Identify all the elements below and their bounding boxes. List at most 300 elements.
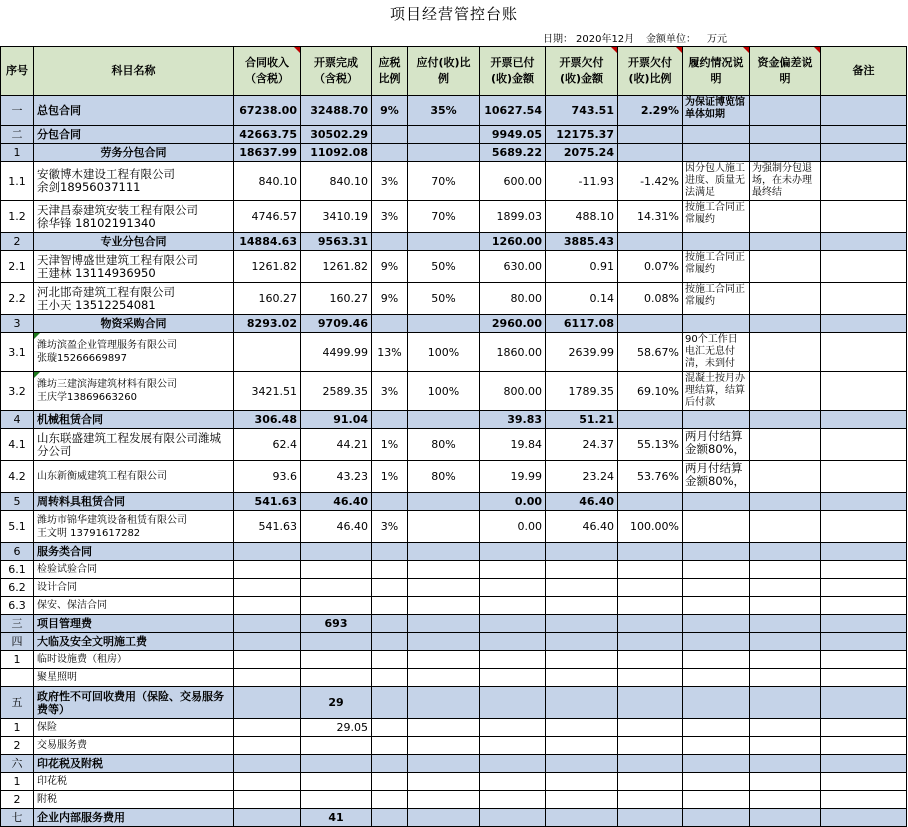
cell-paid: 39.83 <box>480 411 546 429</box>
table-row <box>1 126 907 144</box>
cell-idx: 4.1 <box>1 429 34 461</box>
contact-info: 余剑18956037111 <box>37 180 141 194</box>
cell-dev <box>750 579 821 597</box>
cell-dev <box>750 719 821 737</box>
cell-unpaid-ratio: 55.13% <box>618 429 683 461</box>
table-row <box>1 791 907 809</box>
cell-income <box>234 719 301 737</box>
cell-name: 服务类合同 <box>34 543 234 561</box>
cell-idx: 6.3 <box>1 597 34 615</box>
cell-unpaid-ratio: 2.29% <box>618 96 683 126</box>
cell-tax <box>372 493 408 511</box>
cell-perf: 按施工合同正常履约 <box>683 201 750 233</box>
cell-name: 大临及安全文明施工费 <box>34 633 234 651</box>
cell-dev <box>750 333 821 372</box>
cell-invoiced: 29 <box>301 687 372 719</box>
cell-idx <box>1 669 34 687</box>
header-cell: 科目名称 <box>34 47 234 96</box>
cell-income: 67238.00 <box>234 96 301 126</box>
cell-unpaid-ratio <box>618 669 683 687</box>
cell-idx: 4.2 <box>1 461 34 493</box>
cell-income: 18637.99 <box>234 144 301 162</box>
cell-ratio <box>408 543 480 561</box>
cell-remark <box>821 333 907 372</box>
cell-ratio <box>408 773 480 791</box>
cell-invoiced: 46.40 <box>301 493 372 511</box>
cell-ratio: 100% <box>408 333 480 372</box>
cell-idx: 三 <box>1 615 34 633</box>
cell-remark <box>821 773 907 791</box>
cell-dev <box>750 429 821 461</box>
cell-unpaid-ratio: 0.07% <box>618 251 683 283</box>
cell-ratio <box>408 737 480 755</box>
cell-perf <box>683 651 750 669</box>
cell-unpaid-ratio <box>618 543 683 561</box>
cell-name: 附税 <box>34 791 234 809</box>
cell-ratio <box>408 411 480 429</box>
cell-ratio <box>408 597 480 615</box>
cell-idx: 3.1 <box>1 333 34 372</box>
cell-dev <box>750 126 821 144</box>
cell-idx: 一 <box>1 96 34 126</box>
header-cell: 履约情况说明 <box>683 47 750 96</box>
cell-ratio <box>408 579 480 597</box>
cell-dev <box>750 615 821 633</box>
table-row <box>1 96 907 126</box>
cell-remark <box>821 615 907 633</box>
cell-name: 设计合同 <box>34 579 234 597</box>
date-label: 日期： <box>543 34 573 45</box>
cell-name: 政府性不可回收费用（保险、交易服务费等） <box>34 687 234 719</box>
cell-invoiced: 9709.46 <box>301 315 372 333</box>
cell-unpaid <box>546 737 618 755</box>
cell-name: 印花税及附税 <box>34 755 234 773</box>
cell-ratio <box>408 669 480 687</box>
cell-idx: 5 <box>1 493 34 511</box>
cell-income <box>234 687 301 719</box>
cell-idx: 6.1 <box>1 561 34 579</box>
cell-unpaid-ratio: -1.42% <box>618 162 683 201</box>
cell-income <box>234 597 301 615</box>
cell-perf <box>683 633 750 651</box>
cell-paid <box>480 669 546 687</box>
cell-name <box>34 201 234 233</box>
cell-invoiced <box>301 561 372 579</box>
ledger-title: 项目经营管控台账 <box>389 5 518 23</box>
cell-invoiced: 1261.82 <box>301 251 372 283</box>
cell-idx: 6 <box>1 543 34 561</box>
table-row <box>1 773 907 791</box>
cell-remark <box>821 461 907 493</box>
cell-invoiced <box>301 633 372 651</box>
table-row <box>1 651 907 669</box>
cell-idx: 2.2 <box>1 283 34 315</box>
cell-name: 保险 <box>34 719 234 737</box>
table-row <box>1 633 907 651</box>
cell-invoiced: 3410.19 <box>301 201 372 233</box>
cell-remark <box>821 372 907 411</box>
table-row <box>1 669 907 687</box>
cell-invoiced <box>301 597 372 615</box>
cell-income: 160.27 <box>234 283 301 315</box>
cell-tax <box>372 561 408 579</box>
cell-perf: 因分包人施工进度、质量无法满足 <box>683 162 750 201</box>
cell-name: 保安、保洁合同 <box>34 597 234 615</box>
table-row <box>1 597 907 615</box>
cell-invoiced: 30502.29 <box>301 126 372 144</box>
cell-ratio <box>408 144 480 162</box>
cell-paid <box>480 561 546 579</box>
cell-perf <box>683 315 750 333</box>
cell-invoiced: 11092.08 <box>301 144 372 162</box>
cell-dev <box>750 543 821 561</box>
cell-unpaid <box>546 809 618 827</box>
contact-info: 王建林 13114936950 <box>37 265 156 280</box>
cell-perf <box>683 773 750 791</box>
cell-ratio <box>408 615 480 633</box>
company-name: 安徽博木建设工程有限公司 <box>37 167 175 181</box>
table-row <box>1 233 907 251</box>
cell-remark <box>821 233 907 251</box>
table-row <box>1 251 907 283</box>
cell-paid: 19.84 <box>480 429 546 461</box>
cell-dev <box>750 511 821 543</box>
cell-remark <box>821 791 907 809</box>
header-cell: 开票完成（含税） <box>301 47 372 96</box>
cell-idx: 3.2 <box>1 372 34 411</box>
cell-dev: 为强制分包退场，在未办理最终结 <box>750 162 821 201</box>
table-row <box>1 511 907 543</box>
cell-income: 306.48 <box>234 411 301 429</box>
table-row <box>1 461 907 493</box>
cell-paid <box>480 791 546 809</box>
cell-dev <box>750 233 821 251</box>
cell-perf <box>683 493 750 511</box>
date-value: 2020年12月 <box>576 34 635 45</box>
cell-ratio: 80% <box>408 461 480 493</box>
cell-remark <box>821 493 907 511</box>
header-cell: 开票已付(收)金额 <box>480 47 546 96</box>
cell-paid: 630.00 <box>480 251 546 283</box>
cell-idx: 1.2 <box>1 201 34 233</box>
company-name: 潍坊市锦华建筑设备租赁有限公司 <box>37 514 187 526</box>
cell-tax <box>372 687 408 719</box>
cell-unpaid-ratio <box>618 126 683 144</box>
cell-paid: 0.00 <box>480 511 546 543</box>
cell-tax <box>372 411 408 429</box>
cell-unpaid-ratio <box>618 633 683 651</box>
cell-invoiced: 29.05 <box>301 719 372 737</box>
cell-unpaid: 23.24 <box>546 461 618 493</box>
cell-name: 检验试验合同 <box>34 561 234 579</box>
cell-idx: 1 <box>1 651 34 669</box>
cell-income <box>234 669 301 687</box>
cell-perf <box>683 809 750 827</box>
cell-idx: 七 <box>1 809 34 827</box>
cell-name <box>34 283 234 315</box>
cell-tax <box>372 719 408 737</box>
cell-name: 印花税 <box>34 773 234 791</box>
cell-remark <box>821 251 907 283</box>
cell-paid: 80.00 <box>480 283 546 315</box>
cell-remark <box>821 162 907 201</box>
cell-idx: 3 <box>1 315 34 333</box>
cell-unpaid: 3885.43 <box>546 233 618 251</box>
cell-idx: 2 <box>1 737 34 755</box>
cell-income <box>234 791 301 809</box>
cell-invoiced <box>301 651 372 669</box>
cell-name: 劳务分包合同 <box>34 144 234 162</box>
cell-perf <box>683 615 750 633</box>
contact-info: 王庆学13869663260 <box>37 392 137 403</box>
cell-unpaid <box>546 669 618 687</box>
cell-paid <box>480 615 546 633</box>
cell-tax: 13% <box>372 333 408 372</box>
cell-tax: 3% <box>372 162 408 201</box>
cell-dev <box>750 493 821 511</box>
cell-idx: 1 <box>1 144 34 162</box>
cell-income <box>234 651 301 669</box>
cell-paid: 2960.00 <box>480 315 546 333</box>
ledger-table <box>0 46 907 827</box>
cell-tax <box>372 579 408 597</box>
cell-remark <box>821 315 907 333</box>
table-row <box>1 333 907 372</box>
table-row <box>1 579 907 597</box>
cell-dev <box>750 687 821 719</box>
cell-remark <box>821 126 907 144</box>
cell-perf: 按施工合同正常履约 <box>683 283 750 315</box>
cell-paid <box>480 737 546 755</box>
cell-remark <box>821 651 907 669</box>
cell-unpaid-ratio <box>618 687 683 719</box>
cell-paid <box>480 651 546 669</box>
cell-unpaid <box>546 543 618 561</box>
cell-income: 93.6 <box>234 461 301 493</box>
cell-ratio <box>408 633 480 651</box>
cell-income <box>234 543 301 561</box>
cell-income: 42663.75 <box>234 126 301 144</box>
cell-unpaid-ratio: 53.76% <box>618 461 683 493</box>
cell-paid: 19.99 <box>480 461 546 493</box>
cell-name: 交易服务费 <box>34 737 234 755</box>
company-name: 潍坊三建滨海建筑材料有限公司 <box>37 379 177 390</box>
cell-invoiced: 840.10 <box>301 162 372 201</box>
cell-name <box>34 511 234 543</box>
table-row <box>1 493 907 511</box>
cell-invoiced: 9563.31 <box>301 233 372 251</box>
contact-info: 张璇15266669897 <box>37 353 127 364</box>
cell-unpaid-ratio <box>618 233 683 251</box>
cell-unpaid: 488.10 <box>546 201 618 233</box>
table-row <box>1 283 907 315</box>
header-cell: 开票欠付(收)金额 <box>546 47 618 96</box>
contact-info: 徐华锋 18102191340 <box>37 215 156 230</box>
cell-dev <box>750 251 821 283</box>
cell-tax <box>372 144 408 162</box>
cell-paid: 0.00 <box>480 493 546 511</box>
cell-paid: 9949.05 <box>480 126 546 144</box>
cell-ratio <box>408 687 480 719</box>
company-name: 天津昌泰建筑安装工程有限公司 <box>37 202 198 217</box>
cell-dev <box>750 96 821 126</box>
cell-unpaid <box>546 561 618 579</box>
cell-dev <box>750 144 821 162</box>
cell-dev <box>750 773 821 791</box>
cell-income: 840.10 <box>234 162 301 201</box>
cell-ratio: 35% <box>408 96 480 126</box>
cell-name <box>34 162 234 201</box>
cell-remark <box>821 543 907 561</box>
cell-perf: 为保证博览馆单体如期 <box>683 96 750 126</box>
cell-unpaid-ratio <box>618 809 683 827</box>
cell-remark <box>821 283 907 315</box>
cell-tax <box>372 773 408 791</box>
cell-income: 4746.57 <box>234 201 301 233</box>
cell-perf <box>683 543 750 561</box>
table-row <box>1 372 907 411</box>
cell-paid: 1860.00 <box>480 333 546 372</box>
cell-remark <box>821 669 907 687</box>
cell-name: 分包合同 <box>34 126 234 144</box>
cell-perf <box>683 719 750 737</box>
cell-paid <box>480 719 546 737</box>
cell-perf <box>683 144 750 162</box>
cell-invoiced: 4499.99 <box>301 333 372 372</box>
cell-tax: 9% <box>372 96 408 126</box>
cell-tax <box>372 543 408 561</box>
cell-dev <box>750 597 821 615</box>
cell-unpaid-ratio <box>618 493 683 511</box>
table-row <box>1 144 907 162</box>
cell-paid: 1260.00 <box>480 233 546 251</box>
cell-paid <box>480 773 546 791</box>
cell-dev <box>750 201 821 233</box>
cell-unpaid-ratio <box>618 411 683 429</box>
cell-paid <box>480 687 546 719</box>
table-row <box>1 809 907 827</box>
cell-perf: 两月付结算金额80%， <box>683 429 750 461</box>
cell-name: 山东新衡威建筑工程有限公司 <box>34 461 234 493</box>
cell-dev <box>750 791 821 809</box>
cell-income: 541.63 <box>234 493 301 511</box>
cell-unpaid <box>546 633 618 651</box>
cell-invoiced: 160.27 <box>301 283 372 315</box>
cell-paid: 10627.54 <box>480 96 546 126</box>
cell-perf <box>683 791 750 809</box>
cell-invoiced <box>301 579 372 597</box>
cell-income: 3421.51 <box>234 372 301 411</box>
cell-income: 541.63 <box>234 511 301 543</box>
table-row <box>1 543 907 561</box>
cell-tax <box>372 633 408 651</box>
cell-tax <box>372 651 408 669</box>
table-row <box>1 687 907 719</box>
cell-paid <box>480 809 546 827</box>
cell-invoiced: 41 <box>301 809 372 827</box>
cell-idx: 2 <box>1 791 34 809</box>
cell-dev <box>750 461 821 493</box>
cell-remark <box>821 201 907 233</box>
cell-income <box>234 809 301 827</box>
cell-unpaid: 46.40 <box>546 493 618 511</box>
cell-income <box>234 561 301 579</box>
cell-dev <box>750 411 821 429</box>
cell-unpaid: 46.40 <box>546 511 618 543</box>
cell-unpaid: 24.37 <box>546 429 618 461</box>
cell-unpaid: 6117.08 <box>546 315 618 333</box>
cell-unpaid <box>546 773 618 791</box>
cell-name <box>34 251 234 283</box>
cell-unpaid: 0.14 <box>546 283 618 315</box>
cell-idx: 6.2 <box>1 579 34 597</box>
cell-perf <box>683 669 750 687</box>
cell-perf <box>683 687 750 719</box>
table-row <box>1 737 907 755</box>
cell-unpaid: 51.21 <box>546 411 618 429</box>
table-row <box>1 411 907 429</box>
cell-name: 山东联盛建筑工程发展有限公司潍城分公司 <box>34 429 234 461</box>
header-cell: 应付(收)比例 <box>408 47 480 96</box>
header-cell: 备注 <box>821 47 907 96</box>
cell-dev <box>750 315 821 333</box>
cell-tax: 3% <box>372 511 408 543</box>
cell-unpaid-ratio <box>618 597 683 615</box>
cell-dev <box>750 372 821 411</box>
cell-dev <box>750 651 821 669</box>
cell-unpaid-ratio: 100.00% <box>618 511 683 543</box>
cell-unpaid: 12175.37 <box>546 126 618 144</box>
cell-name: 聚星照明 <box>34 669 234 687</box>
cell-tax: 1% <box>372 461 408 493</box>
cell-ratio: 70% <box>408 162 480 201</box>
cell-dev <box>750 633 821 651</box>
cell-unpaid-ratio <box>618 651 683 669</box>
cell-invoiced: 693 <box>301 615 372 633</box>
cell-name: 物资采购合同 <box>34 315 234 333</box>
cell-ratio <box>408 233 480 251</box>
cell-tax <box>372 809 408 827</box>
cell-unpaid <box>546 579 618 597</box>
cell-unpaid <box>546 615 618 633</box>
cell-perf: 按施工合同正常履约 <box>683 251 750 283</box>
cell-ratio <box>408 791 480 809</box>
cell-name: 总包合同 <box>34 96 234 126</box>
table-row <box>1 162 907 201</box>
cell-remark <box>821 561 907 579</box>
cell-remark <box>821 737 907 755</box>
cell-perf <box>683 411 750 429</box>
cell-paid: 600.00 <box>480 162 546 201</box>
cell-paid: 1899.03 <box>480 201 546 233</box>
cell-name: 专业分包合同 <box>34 233 234 251</box>
table-row <box>1 201 907 233</box>
cell-income <box>234 773 301 791</box>
cell-unpaid-ratio <box>618 144 683 162</box>
cell-tax <box>372 669 408 687</box>
cell-paid: 800.00 <box>480 372 546 411</box>
cell-ratio <box>408 809 480 827</box>
cell-name: 机械租赁合同 <box>34 411 234 429</box>
cell-income <box>234 333 301 372</box>
cell-unpaid-ratio <box>618 773 683 791</box>
contact-info: 王小天 13512254081 <box>37 297 156 312</box>
cell-name <box>34 372 234 411</box>
cell-unpaid-ratio <box>618 791 683 809</box>
cell-perf <box>683 233 750 251</box>
cell-ratio <box>408 511 480 543</box>
cell-tax <box>372 737 408 755</box>
